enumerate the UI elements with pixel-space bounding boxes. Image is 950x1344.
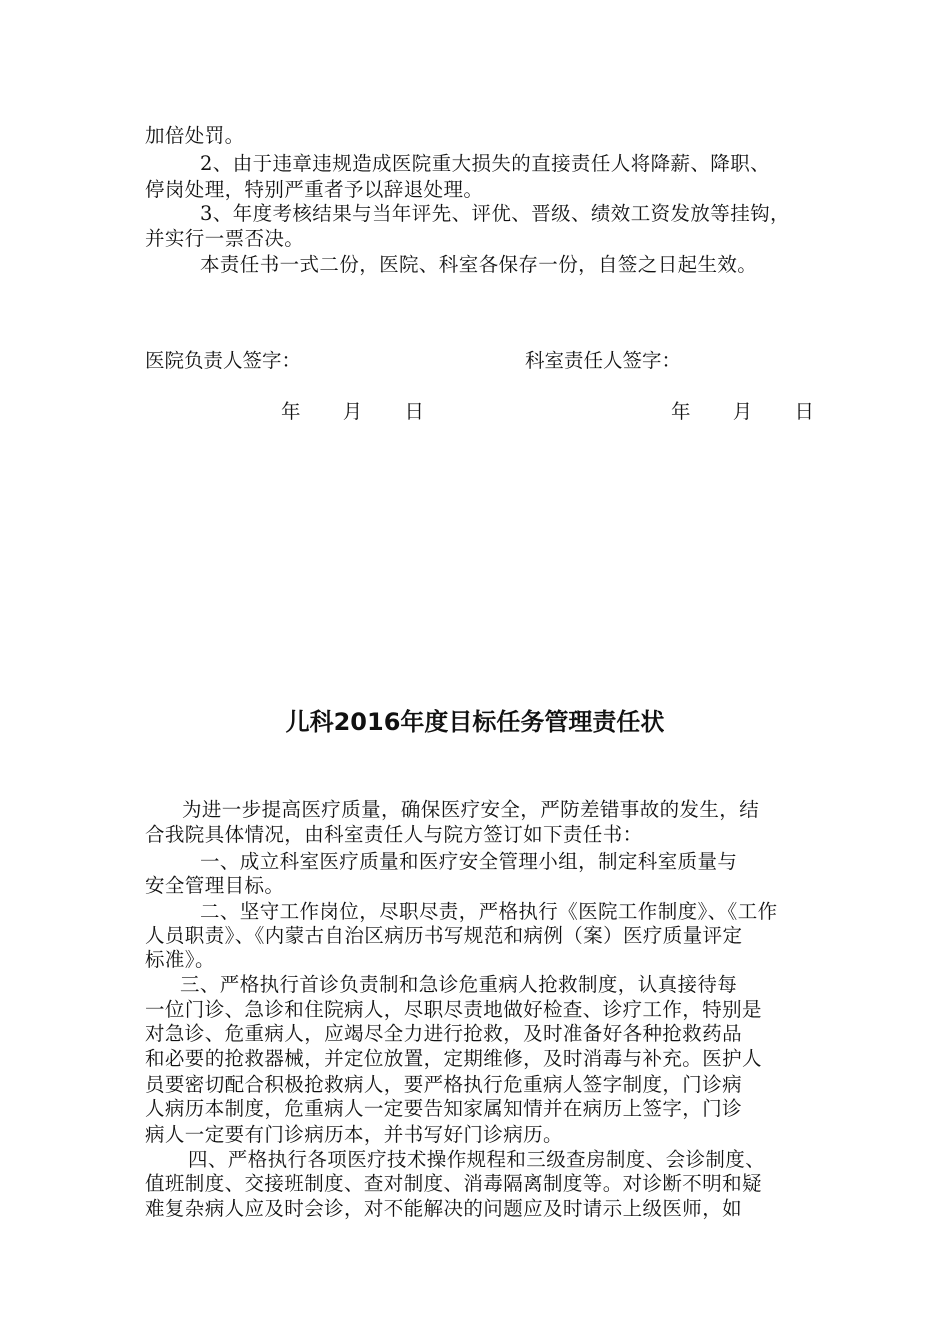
dept-date	[671, 398, 814, 426]
body-line-5: 二、坚守工作岗位，尽职尽责，严格执行《医院工作制度》、《工作	[200, 900, 778, 923]
body-line-15: 四、严格执行各项医疗技术操作规程和三级查房制度、会诊制度、	[188, 1148, 766, 1171]
dept-date-year: 年	[671, 400, 691, 423]
hospital-date-day: 日	[404, 400, 424, 423]
upper-line-2: 2、由于违章违规造成医院重大损失的直接责任人将降薪、降职、	[200, 152, 771, 175]
hospital-date-month: 月	[342, 400, 363, 423]
dept-date-month: 月	[732, 400, 753, 423]
body-line-10: 对急诊、危重病人，应竭尽全力进行抢救，及时准备好各种抢救药品	[145, 1022, 743, 1045]
body-line-2: 合我院具体情况，由科室责任人与院方签订如下责任书：	[145, 823, 643, 846]
hospital-signature-label: 医院负责人签字：	[145, 349, 302, 372]
hospital-date	[281, 398, 424, 426]
body-line-7: 标准》。	[145, 948, 215, 971]
hospital-date-year: 年	[281, 400, 301, 423]
body-line-12: 员要密切配合积极抢救病人，要严格执行危重病人签字制度，门诊病	[145, 1073, 743, 1096]
upper-line-4: 3、年度考核结果与当年评先、评优、晋级、绩效工资发放等挂钩，	[200, 202, 790, 225]
body-line-8: 三、严格执行首诊负责制和急诊危重病人抢救制度，认真接待每	[180, 973, 738, 996]
body-line-9: 一位门诊、急诊和住院病人，尽职尽责地做好检查、诊疗工作，特别是	[145, 998, 762, 1021]
upper-line-3: 停岗处理，特别严重者予以辞退处理。	[145, 178, 484, 201]
body-line-3: 一、成立科室医疗质量和医疗安全管理小组，制定科室质量与	[200, 850, 738, 873]
dept-signature-label: 科室责任人签字：	[525, 349, 682, 372]
upper-line-1: 加倍处罚。	[145, 124, 245, 147]
upper-line-5: 并实行一票否决。	[145, 227, 305, 250]
body-line-14: 病人一定要有门诊病历本，并书写好门诊病历。	[145, 1123, 563, 1146]
dept-date-day: 日	[794, 400, 814, 423]
body-line-13: 人病历本制度，危重病人一定要告知家属知情并在病历上签字，门诊	[145, 1097, 743, 1120]
body-line-11: 和必要的抢救器械，并定位放置，定期维修，及时消毒与补充。医护人	[145, 1047, 762, 1070]
document-title: 儿科2016年度目标任务管理责任状	[285, 708, 665, 736]
body-line-1: 为进一步提高医疗质量，确保医疗安全，严防差错事故的发生，结	[182, 798, 760, 821]
upper-line-6: 本责任书一式二份，医院、科室各保存一份，自签之日起生效。	[200, 253, 758, 276]
body-line-17: 难复杂病人应及时会诊，对不能解决的问题应及时请示上级医师，如	[145, 1197, 743, 1220]
body-line-16: 值班制度、交接班制度、查对制度、消毒隔离制度等。对诊断不明和疑	[145, 1172, 762, 1195]
body-line-6: 人员职责》、《内蒙古自治区病历书写规范和病例（案）医疗质量评定	[145, 924, 743, 947]
body-line-4: 安全管理目标。	[145, 874, 285, 897]
